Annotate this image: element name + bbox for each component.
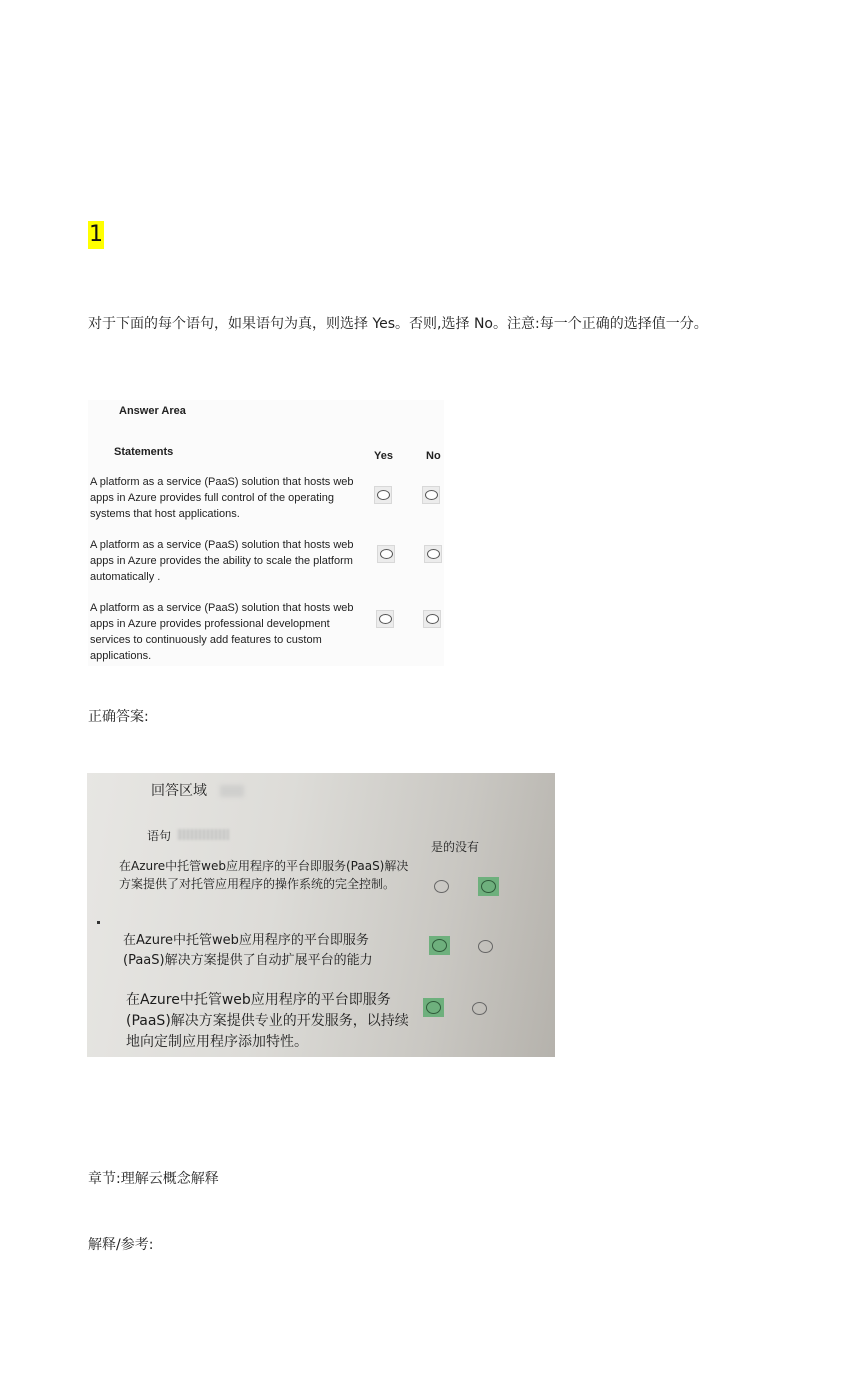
radio-circle-icon xyxy=(425,490,438,500)
statement-cn-1-no-radio-selected xyxy=(478,877,499,896)
radio-selected-icon xyxy=(426,1001,441,1014)
statement-cn-2: 在Azure中托管web应用程序的平台即服务(PaaS)解决方案提供了自动扩展平台的能力 xyxy=(123,933,373,968)
statement-3: A platform as a service (PaaS) solution that hosts web apps in Azure provides professional development services to continuously add features to custom applications. xyxy=(90,602,354,662)
explanation-label: 解释/参考: xyxy=(88,1237,154,1253)
answer-area-title-cn: 回答区域 xyxy=(151,783,207,799)
blur-mark xyxy=(220,785,244,797)
yes-header: Yes xyxy=(374,450,393,462)
statement-3-yes-radio[interactable] xyxy=(376,610,394,628)
options-header-cn: 是的没有 xyxy=(431,840,480,854)
statement-cn-2-yes-radio-selected xyxy=(429,936,450,955)
radio-circle-icon xyxy=(379,614,392,624)
radio-selected-icon xyxy=(481,880,496,893)
statement-cn-3: 在Azure中托管web应用程序的平台即服务(PaaS)解决方案提供专业的开发服务，以持续地向定制应用程序添加特性。 xyxy=(126,992,409,1050)
statement-cn-3-no-radio xyxy=(472,1002,487,1015)
section-label: 章节:理解云概念解释 xyxy=(88,1171,219,1187)
statement-2-yes-radio[interactable] xyxy=(377,545,395,563)
statements-header: Statements xyxy=(114,446,174,458)
statement-2-no-radio[interactable] xyxy=(424,545,442,563)
statement-1: A platform as a service (PaaS) solution that hosts web apps in Azure provides full control of the operating systems that host applications. xyxy=(90,476,354,520)
correct-answer-label: 正确答案: xyxy=(88,709,149,725)
statement-2: A platform as a service (PaaS) solution that hosts web apps in Azure provides the ability to scale the platform automatically . xyxy=(90,539,354,583)
answer-area-title: Answer Area xyxy=(119,405,186,417)
statement-cn-1: 在Azure中托管web应用程序的平台即服务(PaaS)解决方案提供了对托管应用程序的操作系统的完全控制。 xyxy=(119,859,409,891)
radio-circle-icon xyxy=(380,549,393,559)
no-header: No xyxy=(426,450,441,462)
bullet-dot xyxy=(97,921,100,924)
statement-cn-2-no-radio xyxy=(478,940,493,953)
statement-cn-3-yes-radio-selected xyxy=(423,998,444,1017)
radio-circle-icon xyxy=(377,490,390,500)
question-instructions: 对于下面的每个语句，如果语句为真，则选择 Yes。否则,选择 No。注意:每一个正确的选择值一分。 xyxy=(88,316,708,332)
statement-1-no-radio[interactable] xyxy=(422,486,440,504)
statement-cn-1-yes-radio xyxy=(434,880,449,893)
correct-answer-image xyxy=(87,773,555,1057)
question-number: 1 xyxy=(89,222,103,247)
radio-circle-icon xyxy=(426,614,439,624)
radio-selected-icon xyxy=(432,939,447,952)
statements-header-cn: 语句 xyxy=(147,829,172,843)
statement-3-no-radio[interactable] xyxy=(423,610,441,628)
answer-area-image xyxy=(88,400,444,666)
blur-mark xyxy=(177,829,229,840)
statement-1-yes-radio[interactable] xyxy=(374,486,392,504)
radio-circle-icon xyxy=(427,549,440,559)
